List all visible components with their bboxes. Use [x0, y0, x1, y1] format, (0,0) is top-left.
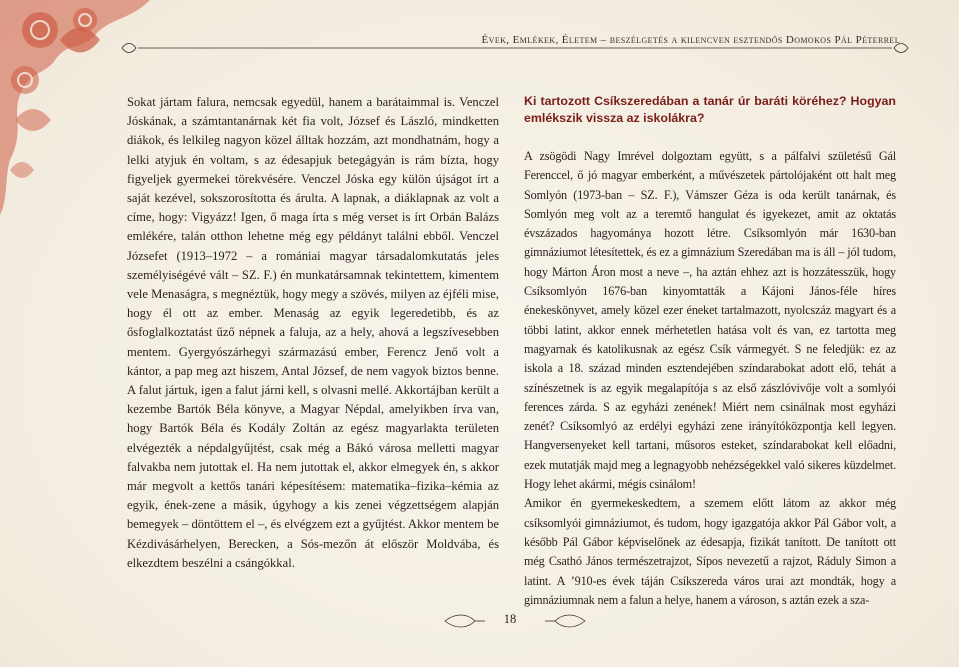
header-rule-ornament [120, 41, 910, 55]
answer-paragraph: Amikor én gyermekeskedtem, a szemem előtt látom az akkor még csíksomlyói gimnáziumot, és tudom, hogy igazgatója akkor Pál Gábor volt, a később Pál Gábor képviselőnek az édesapja, fizikát tanított. De tanított ott még Csathó János természetrajzot, Sípos nevezetű a rajzot, Ráduly Simon a latint. A ’910-es évek táján Csíkszereda város urai azt mondták, hogy a gimnáziumnak nem a falun a helye, hanem a városon, s aztán ezek a sza- [524, 496, 896, 607]
right-column [524, 93, 896, 610]
page-number: 18 [503, 612, 517, 626]
left-paragraph: Sokat jártam falura, nemcsak egyedül, hanem a barátaimmal is. Venczel Jóskának, a számtantanárnak két fia volt, József és László, mindketten diákok, és lelkileg nagyon közel álltak hozzám, azt mondhatnám, hogy a lelki atyjuk én voltam, s az édesapjuk betegágyán is rám bízta, hogy figyeljek gyermekei törekvésére. Venczel Jóska egy külön újságot írt a saját kezével, sokszorosította és árulta. A lapnak, a diáklapnak az volt a címe, hogy: Vigyázz! Igen, ő maga írta s még verset is írt Orbán Balázs emlékére, talán otthon lehetne még egy példányt találni ebből. Venczel Józsefet (1913–1972 – a romániai magyar társadalomkutatás jeles személyiségévé vált – SZ. F.) én munkatársamnak tekintettem, kimentem vele Menaságra, s megnéztük, hogy megy a szövés, milyen az éjféli mise, hogy él ott az ember. Menaság az egyik legeredetibb, és az ősfoglalkoztatást űző népnek a faluja, az a hely, ahová a legszívesebben mentem. Gyergyószárhegyi származású ember, Ferencz Jenő volt a kántor, a pap meg azt hiszem, Antal József, de nem vagyok biztos benne. A falut jártuk, igen a falut járni kell, s olvasni mellé. Akkortájban került a kezembe Bartók Béla könyve, a Magyar Népdal, amelyikben írva van, hogy Bartók Béla és Kodály Zoltán az egész magyarlakta területen elvégezték a népdalgyűjtést, csak még a Bákó városa melletti magyar falvakba nem jutottak el. Ha nem jutottak el, akkor elmegyek én, s akkor már megvolt a kettős tanári képesítésem: matematika–fizika–kémia az egyik, ének-zene a másik, úgyhogy a kis zenei végzettségem alapján bemegyek – döntöttem el –, és elvégzem ezt a gyűjtést. Akkor mentem be Kézdivásárhelyen, Berecken, a Sós-mezőn át először Moldvába, és elkezdtem beszélni a csángókkal. [127, 95, 499, 570]
interview-question: Ki tartozott Csíkszeredában a tanár úr baráti köréhez? Hogyan emlékszik vissza az iskolákra? [524, 94, 896, 125]
answer-paragraph: A zsögödi Nagy Imrével dolgoztam együtt, s a pálfalvi születésű Gál Ferenccel, ő jó magyar emberként, a művészetek pártolójaként ott halt meg Somlyón (1973-ban – SZ. F.), Vámszer Géza is oda került tanárnak, és Somlyón meg volt az a teremtő hangulat és igyekezet, amit az oktatás évszázados hagyománya hozott létre. Csíksomlyón már 1630-ban gimnáziumot létesítettek, és ez a gimnázium Szeredában ma is áll – jól tudom, hogy Márton Áron most a neve –, ha aztán ehhez azt is hozzátesszük, hogy Csíksomlyón 1676-ban kinyomtatták a Kájoni János-féle híres énekeskönyvet, amely közel ezer éneket tartalmazott, nyolcszáz magyart és a többi latint, akkor ennek mérhetetlen hatása volt és van, ez tartotta meg magyarnak és katolikusnak az egész Csík vármegyét. S ne feledjük: ez az iskola a 18. század minden esztendejében színdarabokat adott elő, tehát a színészetnek is az egyik megalapítója s az első zászlóvivője volt a somlyói ferences zárda. S az egyházi zenének! Miért nem csinálnak most egyházi zenét? Csíksomlyó az erdélyi egyházi zene irányítóközpontja kell legyen. Hangversenyeket kell tartani, műsoros esteket, színdarabokat kell előadni, ezek mutatják majd meg a legnagyobb nehézségekkel való sikeres küzdelmet. Hogy lehet akármi, mégis csinálom! [524, 149, 896, 492]
running-header: Évek, Emlékek, Életem – beszélgetés a kilencven esztendős Domokos Pál Péterrel [481, 34, 900, 46]
left-column [127, 93, 499, 573]
